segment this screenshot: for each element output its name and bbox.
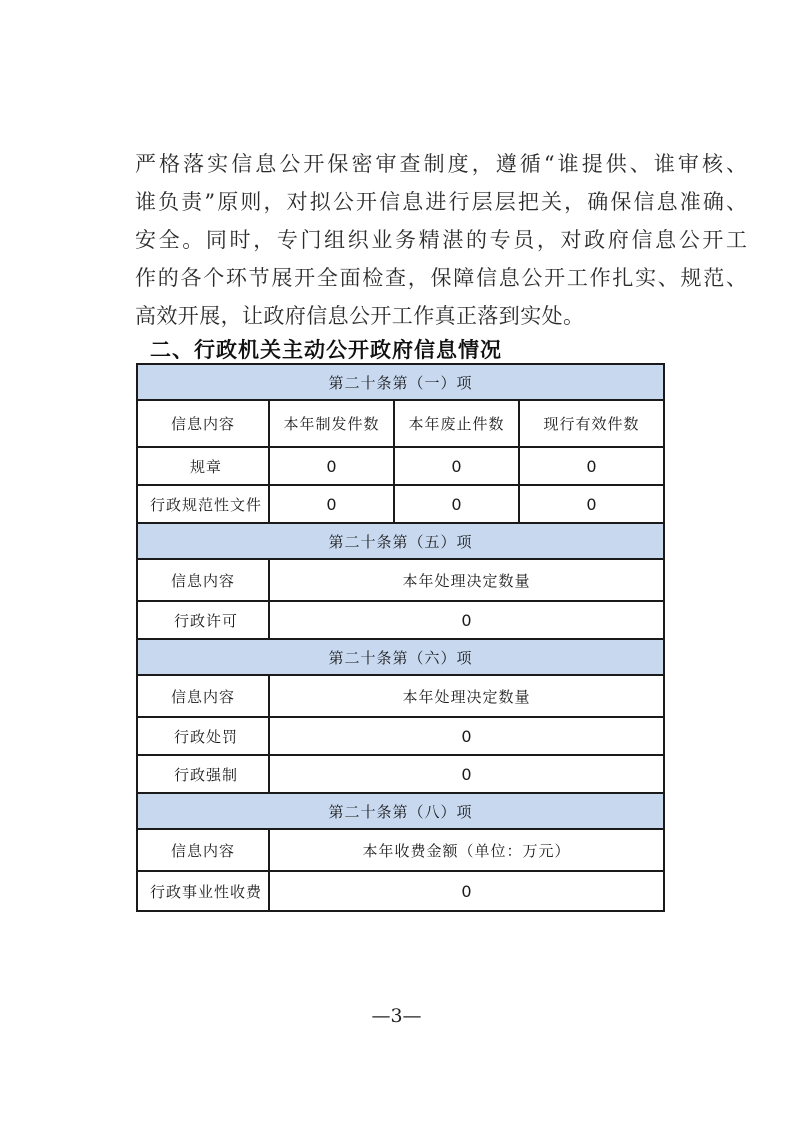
cell-label: 行政处罚	[137, 717, 269, 755]
cell-value: 0	[394, 447, 519, 485]
cell-value: 0	[269, 601, 664, 639]
paragraph-line: 谁负责”原则，对拟公开信息进行层层把关，确保信息准确、	[135, 190, 747, 214]
table-section-band	[137, 364, 664, 400]
column-header: 本年收费金额（单位：万元）	[269, 829, 664, 871]
table-row	[137, 717, 664, 755]
table-section-band	[137, 523, 664, 559]
cell-value: 0	[269, 717, 664, 755]
column-header: 现行有效件数	[519, 400, 664, 447]
cell-value: 0	[519, 447, 664, 485]
body-paragraph	[135, 145, 747, 335]
section-heading: 二、行政机关主动公开政府信息情况	[150, 338, 502, 362]
column-header: 本年处理决定数量	[269, 559, 664, 601]
page-number: —3—	[371, 1005, 422, 1027]
table-row	[137, 755, 664, 793]
table-header-row	[137, 675, 664, 717]
cell-value: 0	[269, 871, 664, 911]
section-band-title: 第二十条第（八）项	[137, 793, 664, 829]
table-header-row	[137, 829, 664, 871]
table-header-row	[137, 400, 664, 447]
table-row	[137, 485, 664, 523]
column-header: 信息内容	[137, 559, 269, 601]
cell-label: 行政强制	[137, 755, 269, 793]
column-header: 信息内容	[137, 675, 269, 717]
column-header: 本年制发件数	[269, 400, 394, 447]
paragraph-line: 作的各个环节展开全面检查，保障信息公开工作扎实、规范、	[135, 266, 747, 290]
cell-label: 行政许可	[137, 601, 269, 639]
paragraph-line: 安全。同时，专门组织业务精湛的专员，对政府信息公开工	[135, 228, 747, 252]
column-header: 信息内容	[137, 400, 269, 447]
cell-label: 行政规范性文件	[137, 485, 269, 523]
table-header-row	[137, 559, 664, 601]
cell-label: 规章	[137, 447, 269, 485]
table-section-band	[137, 793, 664, 829]
cell-value: 0	[394, 485, 519, 523]
table-row	[137, 601, 664, 639]
table-section-band	[137, 639, 664, 675]
column-header: 本年废止件数	[394, 400, 519, 447]
section-band-title: 第二十条第（六）项	[137, 639, 664, 675]
section-band-title: 第二十条第（一）项	[137, 364, 664, 400]
disclosure-stats-table	[136, 363, 665, 912]
column-header: 信息内容	[137, 829, 269, 871]
cell-label: 行政事业性收费	[137, 871, 269, 911]
table-row	[137, 447, 664, 485]
cell-value: 0	[269, 755, 664, 793]
cell-value: 0	[269, 447, 394, 485]
table-row	[137, 871, 664, 911]
cell-value: 0	[269, 485, 394, 523]
section-band-title: 第二十条第（五）项	[137, 523, 664, 559]
cell-value: 0	[519, 485, 664, 523]
column-header: 本年处理决定数量	[269, 675, 664, 717]
paragraph-line: 高效开展，让政府信息公开工作真正落到实处。	[135, 304, 585, 328]
paragraph-line: 严格落实信息公开保密审查制度，遵循“谁提供、谁审核、	[135, 152, 747, 176]
